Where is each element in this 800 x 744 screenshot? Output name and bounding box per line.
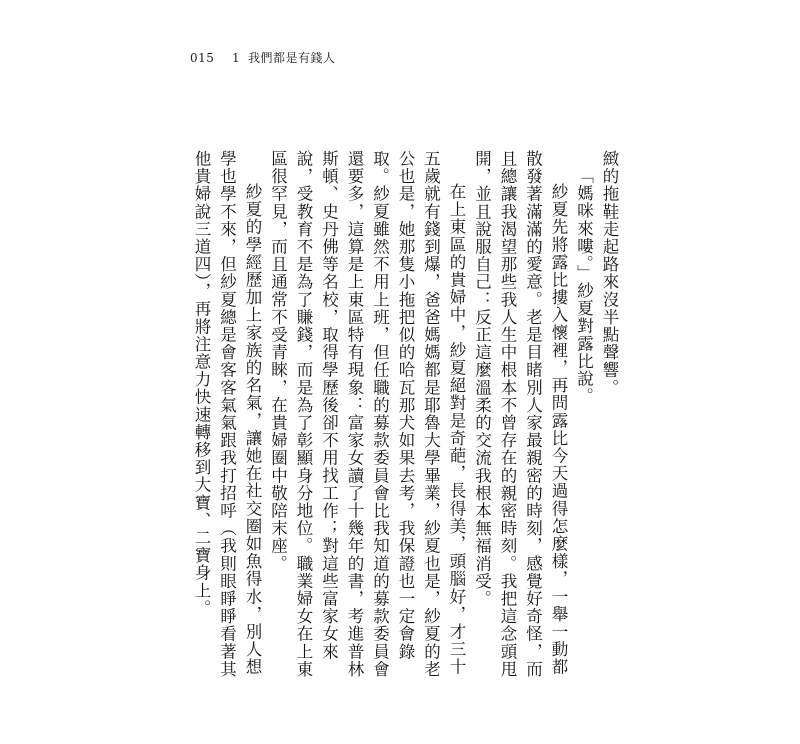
- chapter-number: 1: [232, 51, 241, 65]
- paragraph-continuation: 緻的拖鞋走起路來沒半點聲響。: [600, 150, 619, 397]
- chapter-title: 我們都是有錢人: [248, 51, 336, 65]
- running-header: [190, 50, 336, 66]
- paragraph: 紗夏先將露比摟入懷裡，再問露比今天過得怎麼樣，一舉一動都散發著滿滿的愛意。老是目睹別人家最親密的時刻，感覺好奇怪，而且總讓我渴望那些我人生中根本不曾存在的親密時刻。我把這念頭甩開，並且說服自己：反正這麼溫柔的交流我根本無福消受。: [472, 150, 568, 678]
- paragraph: 紗夏的學經歷加上家族的名氣，讓她在社交圈如魚得水，別人想學也學不來，但紗夏總是會客客氣氣跟我打招呼（我則眼睜睜看著其他貴婦說三道四），再將注意力快速轉移到大寶、二寶身上。: [192, 150, 262, 678]
- vertical-body-text: [189, 150, 623, 690]
- paragraph-dialogue: 「媽咪來嘍。」紗夏對露比說。: [574, 166, 594, 405]
- page-number: 015: [190, 51, 215, 65]
- paragraph: 在上東區的貴婦中，紗夏絕對是奇葩，長得美，頭腦好，才三十五歲就有錢到爆，爸爸媽媽都是耶魯大學畢業，紗夏也是，紗夏的老公也是，她那隻小拖把似的哈瓦那犬如果去考，我保證也一定會錄取。紗夏雖然不用上班，但任職的募款委員會比我知道的募款委員會還要多，這算是上東區特有現象：富家女讀了十幾年的書，考進普林斯頓、史丹佛等名校，取得學歷後卻不用找工作；對這些富家女來說，受教育不是為了賺錢，而是為了彰顯身分地位。職業婦女在上東區很罕見，而且通常不受青睞，在貴婦圈中敬陪末座。: [268, 150, 466, 678]
